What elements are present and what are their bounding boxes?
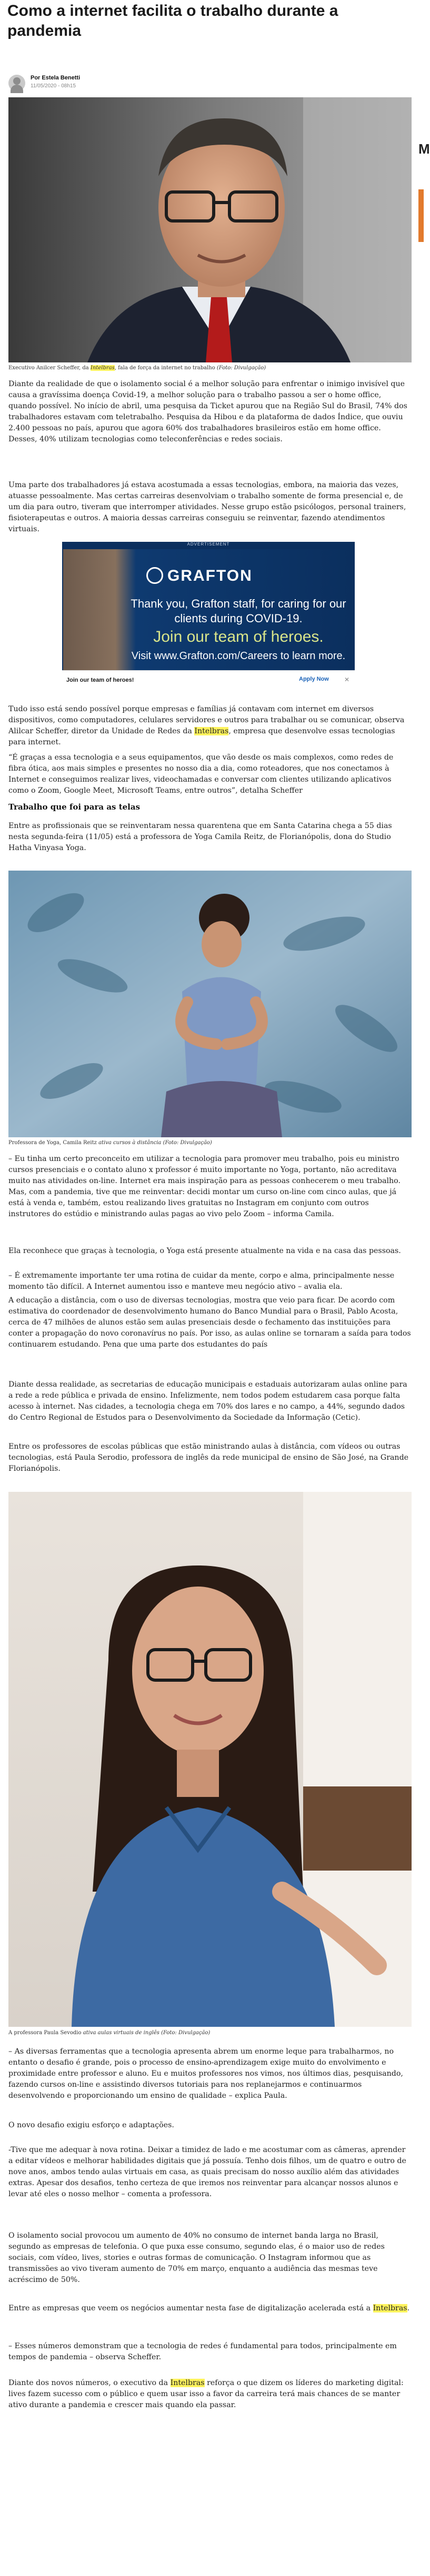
- ad-cta-text[interactable]: Join our team of heroes!: [66, 677, 134, 683]
- paragraph-11: Entre os professores de escolas públicas que estão ministrando aulas à distância, com vídeos ou outras tecnologias, está Paula Serodio, professora de inglês da rede municipal de ensino de São José, na Grande Florianópolis.: [8, 1442, 409, 1473]
- figure-caption-3: A professora Paula Sevodio ativa aulas virtuais de inglês (Foto: Divulgação): [8, 2030, 211, 2036]
- intelbras-highlight: Intelbras: [170, 2379, 205, 2387]
- apply-now-button[interactable]: Apply Now: [299, 676, 329, 682]
- author-avatar: [8, 75, 25, 92]
- paragraph-17: – Esses números demonstram que a tecnologia de redes é fundamental para todos, principalmente em tempos de pandemia – observa Scheffer.: [8, 2342, 397, 2361]
- intelbras-highlight: Intelbras: [373, 2304, 407, 2312]
- paragraph-5: Entre as profissionais que se reinventaram nessa quarentena que em Santa Catarina chega a 55 dias nesta segunda-feira (11/05) está a professora de Yoga Camila Reitz, de Florianópolis, dona do Studio Hatha Vinyasa Yoga.: [8, 822, 392, 852]
- figure-executive-photo: [8, 97, 412, 362]
- ad-label: ADVERTISEMENT: [187, 542, 230, 547]
- ad-url-line: Visit www.Grafton.com/Careers to learn more.: [131, 650, 346, 662]
- paragraph-14: -Tive que me adequar à nova rotina. Deixar a timidez de lado e me acostumar com as câmeras, aprender a editar vídeos e melhorar habilidades digitais que já possuía. Tenho dois filhos, um de quatro e outro de nove anos, ambos tendo aulas virtuais em casa, as quais precisam do nosso auxílio além das atividades extras. Apesar dos desafios, tenho certeza de que iremos nos reinventar para alcançar nossos alunos e levar até eles o nosso melhor – comenta a professora.: [8, 2146, 406, 2198]
- paragraph-16: Entre as empresas que veem os negócios aumentar nesta fase de digitalização acelerada está a Intelbras.: [8, 2304, 410, 2312]
- paragraph-8: – É extremamente importante ter uma rotina de cuidar da mente, corpo e alma, principalmente nesse momento tão difícil. A Internet aumentou isso e manteve meu negócio ativo – avalia ela.: [8, 1271, 395, 1291]
- grafton-logo-icon: [146, 567, 163, 584]
- page-title: Como a internet facilita o trabalho durante a pandemia: [7, 2, 338, 39]
- paragraph-15: O isolamento social provocou um aumento de 40% no consumo de internet banda larga no Brasil, segundo as empresas de telefonia. O que puxa esse consumo, segundo elas, é o maior uso de redes sociais, com vídeo, lives, stories e outras formas de comunicação. O Instagram informou que as transmissões ao vivo tiveram aumento de 70% em março, enquanto a audiência das mesmas teve acréscimo de 50%.: [8, 2231, 385, 2284]
- paragraph-12: – As diversas ferramentas que a tecnologia apresenta abrem um enorme leque para trabalharmos, no entanto o desafio é grande, pois o processo de ensino-aprendizagem exige muito do envolvimento e proximidade entre professor e aluno. Eu e muitos professores nos vimos, nos últimos dias, pesquisando, fazendo cursos on-line e assistindo diversos tutoriais para nos replanejarmos e continuarmos desenvolvendo e proporcionando um ensino de qualidade – explica Paula.: [8, 2047, 403, 2100]
- byline-block: [8, 74, 272, 98]
- paragraph-10: Diante dessa realidade, as secretarias de educação municipais e estaduais autorizaram aulas online para a rede a rede pública e privada de ensino. Infelizmente, nem todos podem estudarem casa porque falta acesso à internet. Nas cidades, a tecnologia chega em 70% dos lares e no campo, a 44%, segundo dados do Centro Regional de Estudos para o Desenvolvimento da Sociedade da Informação (Cetic).: [8, 1380, 407, 1422]
- sidebar-teaser-letter[interactable]: M: [418, 141, 430, 157]
- paragraph-2: Uma parte dos trabalhadores já estava acostumada a essas tecnologias, embora, na maioria das vezes, atuasse pessoalmente. Mas certas carreiras desenvolviam o trabalho somente de forma presencial e, de um dia para outro, tiveram que interromper atividades. Nesse grupo estão psicólogos, personal trainers, fisioterapeutas e outros. A maioria dessas carreiras conseguiu se reinventar, fazendo atendimentos virtuais.: [8, 481, 406, 533]
- paragraph-4: “É graças a essa tecnologia e a seus equipamentos, que vão desde os mais complexos, como redes de fibra ótica, aos mais simples e presentes no nosso dia a dia, como roteadores, que nos conectamos à Internet e conseguimos realizar lives, videochamadas e conversar com clientes utilizando aplicativos como o Zoom, Google Meet, Microsoft Teams, entre outros”, detalha Scheffer: [8, 753, 394, 795]
- figure-teacher-photo: [8, 1492, 412, 2027]
- figure-yoga-photo: [8, 871, 412, 1137]
- ad-brand: GRAFTON: [167, 567, 253, 584]
- author-name[interactable]: Por Estela Benetti: [31, 75, 81, 81]
- yoga-photo-illustration: [8, 871, 412, 1137]
- intelbras-highlight: Intelbras: [90, 365, 115, 371]
- figure-caption-2: Professora de Yoga, Camila Reitz ativa cursos à distância (Foto: Divulgação): [8, 1140, 212, 1146]
- ad-headline: Thank you, Grafton staff, for caring for our clients during COVID-19.: [131, 597, 346, 625]
- figure-caption-1: Executivo Anilcer Scheffer, da Intelbras, fala de força da internet no trabalho (Foto: Divulgação): [8, 365, 266, 371]
- ad-close-icon[interactable]: ✕: [344, 676, 350, 683]
- paragraph-3: Tudo isso está sendo possível porque empresas e famílias já contavam com internet em diversos dispositivos, como computadores, celulares servidores e outros para trabalhar ou se comunicar, observa Alilcar Scheffer, diretor da Unidade de Redes da Intelbras, empresa que desenvolve essas tecnologias para internet.: [8, 705, 405, 746]
- section-heading: Trabalho que foi para as telas: [8, 802, 141, 812]
- advertisement[interactable]: [62, 542, 355, 692]
- sidebar-accent-bar: [418, 189, 424, 242]
- publish-date: 11/05/2020 - 08h15: [31, 83, 76, 89]
- paragraph-7: Ela reconhece que graças à tecnologia, o Yoga está presente atualmente na vida e na casa das pessoas.: [8, 1247, 401, 1255]
- intelbras-highlight: Intelbras: [194, 727, 229, 735]
- ad-cta-bar[interactable]: [62, 670, 355, 692]
- paragraph-18: Diante dos novos números, o executivo da Intelbras reforça o que dizem os líderes do marketing digital: lives fazem sucesso com o público e quem usar isso a favor da carreira terá mais chances de se manter ativo durante a pandemia e crescer mais quando ela passar.: [8, 2379, 404, 2409]
- teacher-photo-illustration: [8, 1492, 412, 2027]
- paragraph-1: Diante da realidade de que o isolamento social é a melhor solução para enfrentar o inimigo invisível que causa a gravíssima doença Covid-19, a melhor solução para o trabalho passou a ser o home office, quando possível. No início de abril, uma pesquisa da Ticket apurou que na Região Sul do Brasil, 74% dos trabalhadores estavam com teletrabalho. Pesquisa da Hibou e da plataforma de dados Índice, que ouviu 2.400 pessoas no país, apurou que agora 60% dos trabalhadores brasileiros estão em home office. Desses, 40% utilizam tecnologias como teleconferências e redes sociais.: [8, 380, 407, 443]
- paragraph-9: A educação a distância, com o uso de diversas tecnologias, mostra que veio para ficar. De acordo com estimativa do coordenador de desenvolvimento humano do Banco Mundial para o Brasil, Pablo Acosta, cerca de 47 milhões de alunos estão sem aulas presenciais desde o fechamento das instituições para conter a propagação do novo coronavírus no país. Por isso, as aulas online se tornaram a saída para todos continuarem estudando. Pena que uma parte dos estudantes do país: [8, 1296, 411, 1349]
- paragraph-6: – Eu tinha um certo preconceito em utilizar a tecnologia para promover meu trabalho, pois eu ministro cursos presenciais e o contato aluno x professor é muito importante no Yoga, portanto, não acreditava muito nas atividades on-line. Internet era mais inspiração para as pessoas conhecerem o meu trabalho. Mas, com a pandemia, tive que me reinventar: decidi montar um curso on-line com cinco aulas, que já está à venda e, também, estou realizando lives gratuitas no Instagram em conjunto com outros instrutores do estúdio e ministrando aulas pagas ao vivo pelo Zoom – informa Camila.: [8, 1155, 401, 1218]
- executive-photo-illustration: [8, 97, 412, 362]
- paragraph-13: O novo desafio exigiu esforço e adaptações.: [8, 2121, 174, 2129]
- ad-subheadline: Join our team of heroes.: [153, 628, 324, 645]
